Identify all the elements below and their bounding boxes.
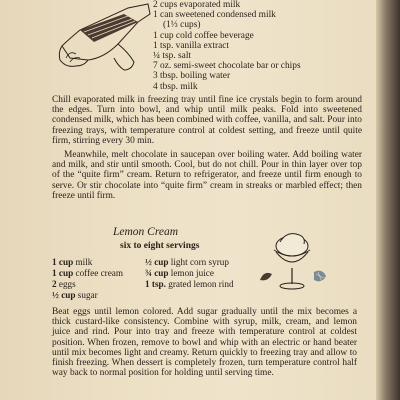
lemon-cream-directions: Beat eggs until lemon colored. Add sugar gradually until the mix becomes a thick custard-like consistency. Combine with syrup, milk, cream, and lemon juice and rind. Pour into tray and freeze with temperature control at coldest position. When frozen, remove to bowl and whip with an electric or hand beater until mix becomes light and creamy. Return quickly to freezing tray and allow to finish freezing. When dessert is completely frozen, turn temperature control half way back to normal position for holding until serving time. <box>52 307 357 379</box>
ingredient-line <box>52 279 123 290</box>
ingredient-line: 1 cup cold coffee beverage <box>153 30 254 41</box>
ingredient-line <box>52 268 123 279</box>
ingredient-line <box>52 290 123 301</box>
ingredient-item: light corn syrup <box>170 257 229 267</box>
ingredients-column-2 <box>145 257 234 290</box>
ingredient-line <box>145 268 234 279</box>
ingredient-qty: ½ cup <box>52 290 76 300</box>
chocolate-instructions: Meanwhile, melt chocolate in saucepan over boiling water. Add boiling water and milk, and stir until smooth. Cool, but do not chill. Pour in thin layer over top of the “quite firm” cream. Return to refrigerator, and freeze until firm enough to serve. Or stir chocolate into “quite firm” cream in streaks or marbled effect; then freeze until firm. <box>52 150 362 201</box>
ingredient-line: 1 tsp. vanilla extract <box>153 40 230 51</box>
ingredient-line <box>145 279 234 290</box>
ingredient-line: 2 cups evaporated milk <box>153 0 241 10</box>
ingredient-qty: 1 cup <box>52 268 74 278</box>
chocolate-tray-illustration <box>58 0 154 84</box>
ingredients-column-1 <box>52 257 123 301</box>
sundae-glass-illustration <box>256 228 328 296</box>
book-page-edge <box>376 0 400 400</box>
ingredient-line: 7 oz. semi-sweet chocolate bar or chips <box>153 61 301 72</box>
ingredient-line <box>52 257 123 268</box>
ingredient-item: eggs <box>58 279 76 289</box>
ingredient-qty: ¾ cup <box>145 268 169 278</box>
ingredient-line: (1⅓ cups) <box>163 20 201 31</box>
ingredient-item: grated lemon rind <box>168 279 234 289</box>
ingredient-qty: ½ cup <box>145 257 169 267</box>
ingredient-item: coffee cream <box>75 268 124 278</box>
ingredient-item: lemon juice <box>170 268 214 278</box>
ingredient-qty: 1 cup <box>52 257 74 267</box>
ingredient-qty: 1 tsp. <box>145 279 166 289</box>
ingredient-line: 4 tbsp. milk <box>153 81 198 92</box>
chill-instructions: Chill evaporated milk in freezing tray until fine ice crystals begin to form around the edges. Turn into bowl, and whip until milk peaks. Fold into sweetened condensed milk, which has been combined with coffee, vanilla, and salt. Pour into freezing trays, with temperature control at coldest setting, and freeze until quite firm, stirring every 30 min. <box>52 95 362 146</box>
ingredient-line <box>145 257 234 268</box>
recipe-title: Lemon Cream <box>113 226 179 238</box>
ingredient-line: 3 tbsp. boiling water <box>153 71 231 82</box>
ingredient-item: sugar <box>77 290 98 300</box>
ingredient-line: ¼ tsp. salt <box>153 51 192 62</box>
ingredient-item: milk <box>75 257 93 267</box>
top-ingredients-list <box>153 0 301 92</box>
ingredient-line: 1 can sweetened condensed milk <box>153 10 276 21</box>
ingredient-qty: 2 <box>52 279 57 289</box>
servings-label: six to eight servings <box>120 241 200 251</box>
